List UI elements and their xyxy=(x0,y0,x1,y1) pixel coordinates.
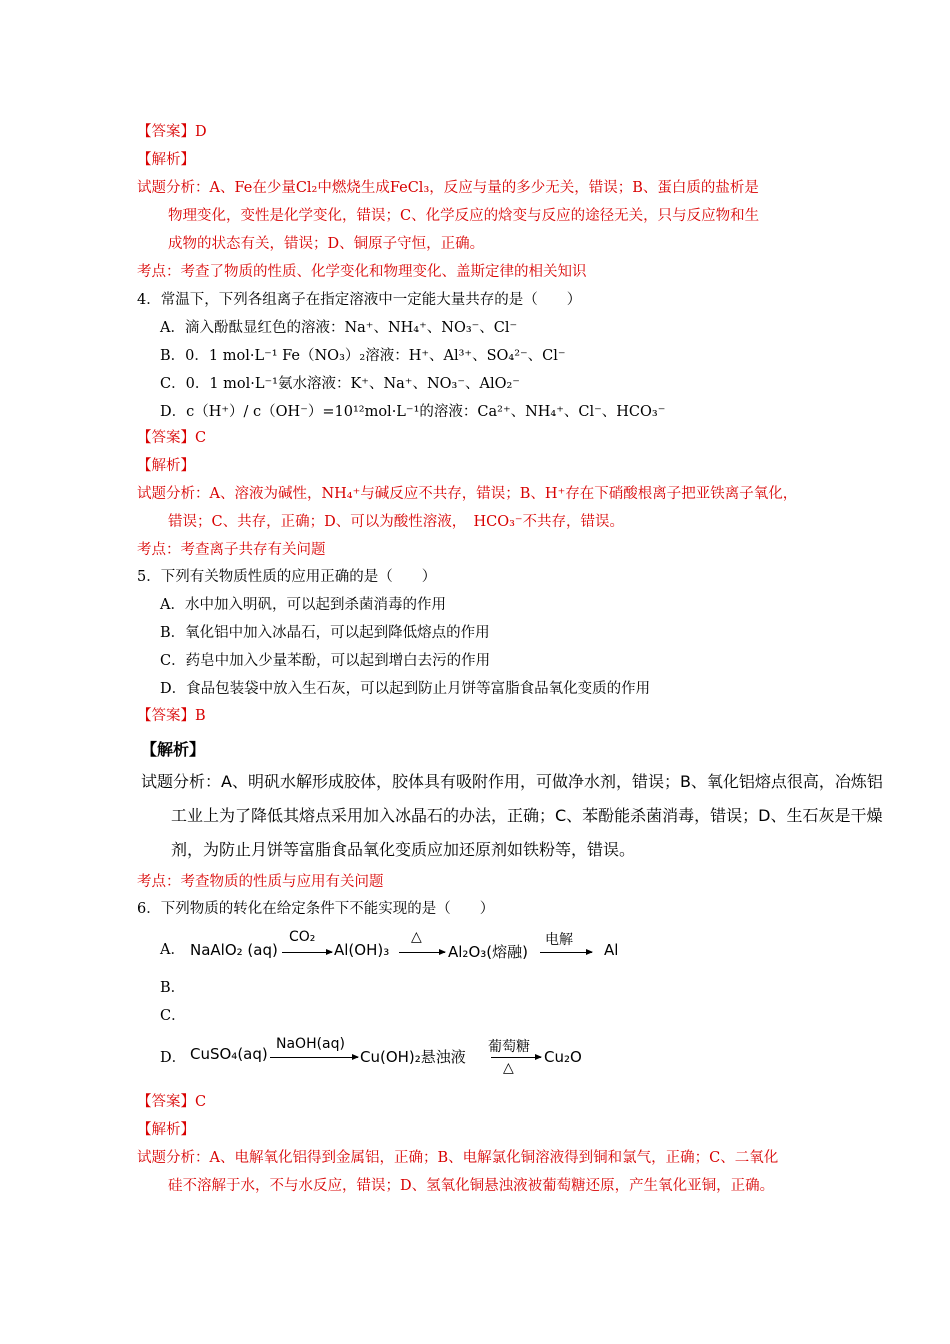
q5-analysis-line-1: 试题分析：A、明矾水解形成胶体，胶体具有吸附作用，可做净水剂，错误；B、氧化铝熔点很高，冶炼铝 xyxy=(141,772,883,791)
q5-analysis-tag: 【解析】 xyxy=(141,740,206,759)
q3-analysis-line-2: 物理变化，变性是化学变化，错误；C、化学反应的焓变与反应的途径无关，只与反应物和生 xyxy=(168,208,760,224)
q6-option-b-label: B． xyxy=(160,980,186,996)
eq-species: CuSO₄(aq) xyxy=(190,1045,268,1063)
q4-option-b: B．0．1 mol·L⁻¹ Fe（NO₃）₂溶液：H⁺、Al³⁺、SO₄²⁻、Cl⁻ xyxy=(160,348,566,364)
eq-condition: CO₂ xyxy=(289,929,316,945)
reaction-arrow-icon xyxy=(270,1057,358,1058)
q3-analysis-tag: 【解析】 xyxy=(137,152,195,168)
q6-analysis-line-2: 硅不溶解于水，不与水反应，错误；D、氢氧化铜悬浊液被葡萄糖还原，产生氧化亚铜，正确。 xyxy=(168,1178,775,1194)
q3-answer-line xyxy=(137,122,207,142)
eq-condition: △ xyxy=(503,1060,514,1076)
q4-analysis-line-2: 错误；C、共存，正确；D、可以为酸性溶液， HCO₃⁻不共存，错误。 xyxy=(168,514,625,530)
q5-option-a: A．水中加入明矾，可以起到杀菌消毒的作用 xyxy=(160,597,446,613)
answer-tag: 【答案】 xyxy=(137,708,195,724)
q3-analysis-line-1: 试题分析：A、Fe在少量Cl₂中燃烧生成FeCl₃，反应与量的多少无关，错误；B、蛋白质的盐析是 xyxy=(137,180,759,196)
q5-analysis-line-2: 工业上为了降低其熔点采用加入冰晶石的办法，正确；C、苯酚能杀菌消毒，错误；D、生石灰是干燥 xyxy=(171,806,883,825)
q5-answer-line xyxy=(137,706,206,726)
q4-option-d: D．c（H⁺）/ c（OH⁻）=10¹²mol·L⁻¹的溶液：Ca²⁺、NH₄⁺、Cl⁻、HCO₃⁻ xyxy=(160,404,666,420)
q5-stem: 5．下列有关物质性质的应用正确的是（ ） xyxy=(137,569,437,585)
reaction-arrow-icon xyxy=(282,952,332,953)
eq-species: Cu(OH)₂悬浊液 xyxy=(360,1048,466,1066)
reaction-arrow-icon xyxy=(399,952,445,953)
eq-species: NaAlO₂ (aq) xyxy=(190,941,278,959)
q5-option-d: D．食品包装袋中放入生石灰，可以起到防止月饼等富脂食品氧化变质的作用 xyxy=(160,681,651,697)
q4-knowledge-point: 考点：考查离子共存有关问题 xyxy=(137,542,326,558)
eq-species: Cu₂O xyxy=(544,1048,582,1066)
answer-value: C xyxy=(195,430,207,446)
q6-option-d-label: D． xyxy=(160,1050,187,1066)
q3-knowledge-point: 考点：考查了物质的性质、化学变化和物理变化、盖斯定律的相关知识 xyxy=(137,264,587,280)
q5-knowledge-point: 考点：考查物质的性质与应用有关问题 xyxy=(137,874,384,890)
q4-analysis-line-1: 试题分析：A、溶液为碱性，NH₄⁺与碱反应不共存，错误；B、H⁺存在下硝酸根离子把亚铁离子氧化， xyxy=(137,486,798,502)
eq-condition: 葡萄糖 xyxy=(488,1039,530,1055)
answer-tag: 【答案】 xyxy=(137,430,195,446)
q4-option-c: C．0．1 mol·L⁻¹氨水溶液：K⁺、Na⁺、NO₃⁻、AlO₂⁻ xyxy=(160,376,520,392)
answer-value: B xyxy=(195,708,206,724)
q6-option-c-label: C． xyxy=(160,1008,186,1024)
eq-species: Al(OH)₃ xyxy=(334,941,390,959)
eq-species: Al₂O₃(熔融) xyxy=(448,943,528,961)
q6-stem: 6．下列物质的转化在给定条件下不能实现的是（ ） xyxy=(137,901,495,917)
q5-option-c: C．药皂中加入少量苯酚，可以起到增白去污的作用 xyxy=(160,653,491,669)
q3-analysis-line-3: 成物的状态有关，错误；D、铜原子守恒，正确。 xyxy=(168,236,485,252)
q4-analysis-tag: 【解析】 xyxy=(137,458,195,474)
q4-answer-line xyxy=(137,428,206,448)
reaction-arrow-icon xyxy=(491,1057,541,1058)
eq-species: Al xyxy=(604,941,619,959)
q6-option-a-label: A． xyxy=(160,942,185,958)
q5-option-b: B．氧化铝中加入冰晶石，可以起到降低熔点的作用 xyxy=(160,625,490,641)
answer-tag: 【答案】 xyxy=(137,124,195,140)
answer-value: D xyxy=(195,124,207,140)
q6-answer-line xyxy=(137,1092,206,1112)
answer-value: C xyxy=(195,1094,207,1110)
answer-tag: 【答案】 xyxy=(137,1094,195,1110)
q4-option-a: A．滴入酚酞显红色的溶液：Na⁺、NH₄⁺、NO₃⁻、Cl⁻ xyxy=(160,320,518,336)
eq-condition: 电解 xyxy=(545,932,573,948)
q5-analysis-line-3: 剂，为防止月饼等富脂食品氧化变质应加还原剂如铁粉等，错误。 xyxy=(171,840,636,859)
eq-condition: NaOH(aq) xyxy=(276,1036,345,1052)
q4-stem: 4．常温下，下列各组离子在指定溶液中一定能大量共存的是（ ） xyxy=(137,292,582,308)
eq-condition: △ xyxy=(411,929,422,945)
q6-analysis-line-1: 试题分析：A、电解氧化铝得到金属铝，正确；B、电解氯化铜溶液得到铜和氯气，正确；C、二氧化 xyxy=(137,1150,779,1166)
q6-analysis-tag: 【解析】 xyxy=(137,1122,195,1138)
reaction-arrow-icon xyxy=(540,952,592,953)
